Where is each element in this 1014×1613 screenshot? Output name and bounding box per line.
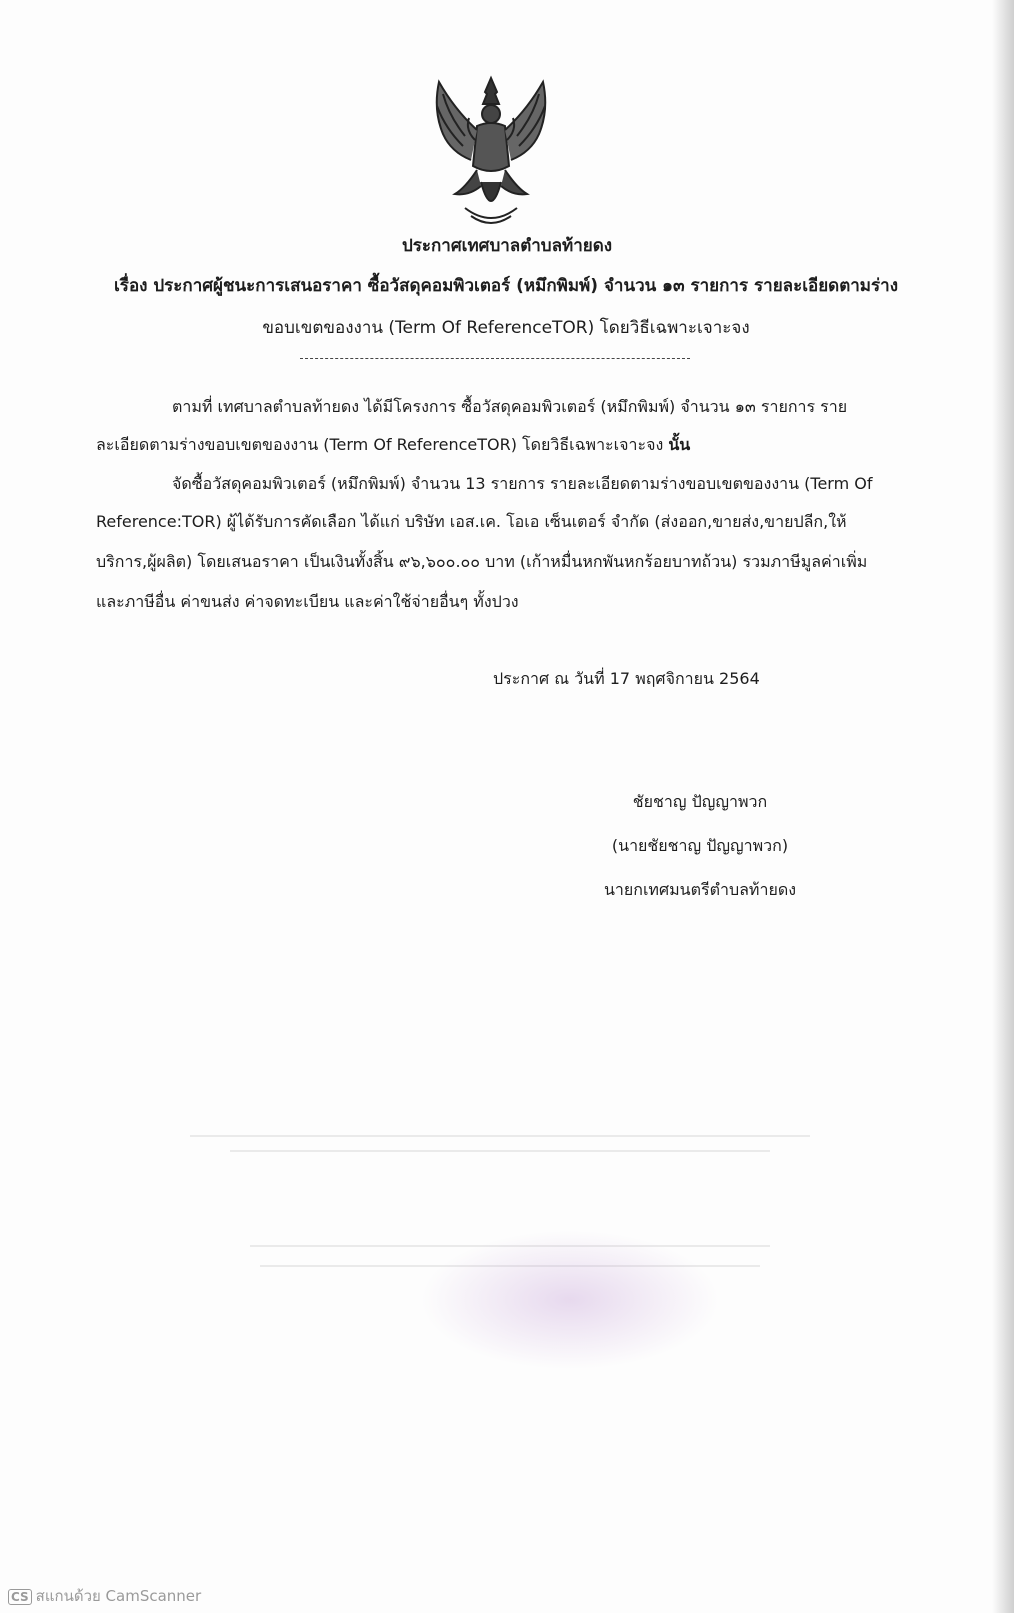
camscanner-logo-icon: CS bbox=[8, 1589, 32, 1605]
body-line-5: บริการ,ผู้ผลิต) โดยเสนอราคา เป็นเงินทั้งสิ้น ๙๖,๖๐๐.๐๐ บาท (เก้าหมื่นหกพันหกร้อยบาทถ้วน) รวมภาษีมูลค่าเพิ่ม bbox=[96, 552, 868, 571]
show-through-smudge bbox=[420, 1230, 720, 1370]
camscanner-text: สแกนด้วย CamScanner bbox=[35, 1587, 202, 1605]
show-through-line bbox=[230, 1150, 770, 1152]
subject-line-1: เรื่อง ประกาศผู้ชนะการเสนอราคา ซื้อวัสดุคอมพิวเตอร์ (หมึกพิมพ์) จำนวน ๑๓ รายการ รายละเอียดตามร่าง bbox=[114, 276, 898, 296]
camscanner-watermark bbox=[8, 1584, 201, 1608]
body-line-2 bbox=[96, 433, 690, 458]
body-line-6: และภาษีอื่น ค่าขนส่ง ค่าจดทะเบียน และค่าใช้จ่ายอื่นๆ ทั้งปวง bbox=[96, 592, 519, 611]
subject-line-2: ขอบเขตของงาน (Term Of ReferenceTOR) โดยวิธีเฉพาะเจาะจง bbox=[262, 318, 750, 338]
body-line-2-end: นั้น bbox=[668, 435, 691, 454]
announcement-date: ประกาศ ณ วันที่ 17 พฤศจิกายน 2564 bbox=[493, 669, 760, 688]
signature-name: ชัยชาญ ปัญญาพวก bbox=[632, 792, 768, 811]
signature-printed-name: (นายชัยชาญ ปัญญาพวก) bbox=[611, 836, 789, 855]
show-through-line bbox=[190, 1135, 810, 1137]
signature-position: นายกเทศมนตรีตำบลท้ายดง bbox=[603, 880, 797, 899]
body-line-3: จัดซื้อวัสดุคอมพิวเตอร์ (หมึกพิมพ์) จำนวน 13 รายการ รายละเอียดตามร่างขอบเขตของงาน (Term Of bbox=[172, 474, 873, 493]
body-line-2-text: ละเอียดตามร่างขอบเขตของงาน (Term Of ReferenceTOR) โดยวิธีเฉพาะเจาะจง bbox=[96, 435, 664, 454]
dashed-divider bbox=[300, 358, 690, 359]
announcement-title: ประกาศเทศบาลตำบลท้ายดง bbox=[401, 236, 613, 256]
body-line-4: Reference:TOR) ผู้ได้รับการคัดเลือก ได้แก่ บริษัท เอส.เค. โอเอ เซ็นเตอร์ จำกัด (ส่งออก,ขายส่ง,ขายปลีก,ให้ bbox=[96, 512, 847, 531]
body-line-1: ตามที่ เทศบาลตำบลท้ายดง ได้มีโครงการ ซื้อวัสดุคอมพิวเตอร์ (หมึกพิมพ์) จำนวน ๑๓ รายการ ราย bbox=[172, 397, 848, 416]
garuda-emblem-icon bbox=[425, 70, 557, 230]
